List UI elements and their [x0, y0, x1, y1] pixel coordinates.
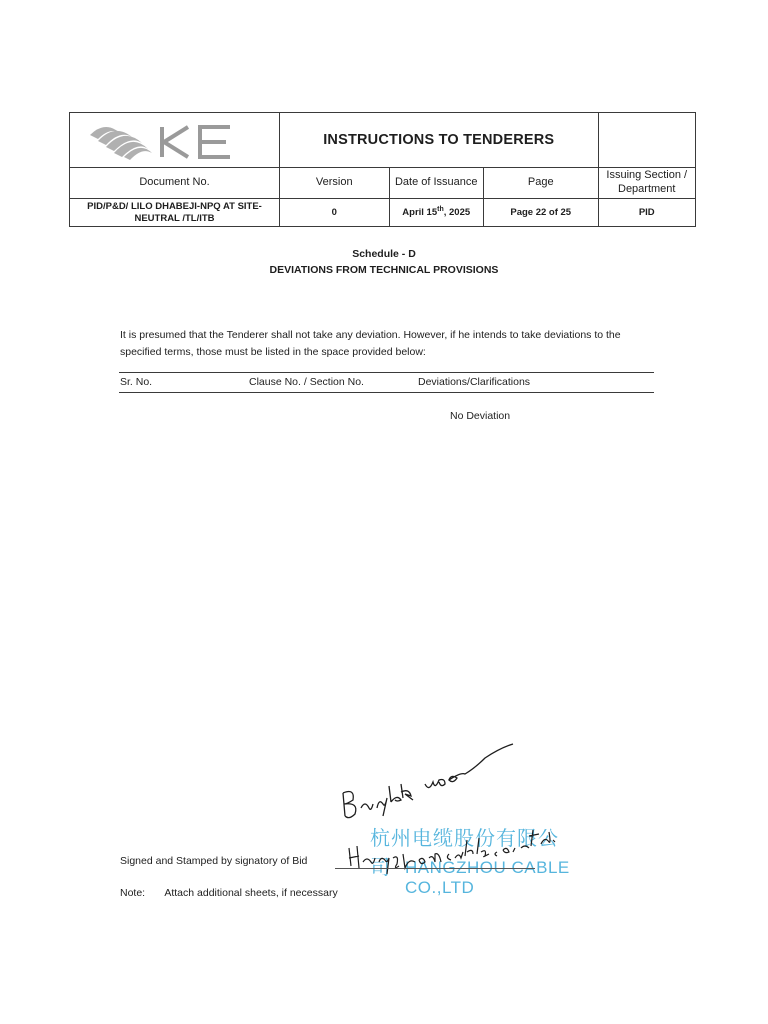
- logo-cell: [70, 113, 280, 168]
- column-clause-no: Clause No. / Section No.: [249, 376, 364, 388]
- value-document-no: PID/P&D/ LILO DHABEJI-NPQ AT SITE-NEUTRAL /TL/ITB: [70, 199, 280, 227]
- value-version: 0: [280, 199, 390, 227]
- schedule-title: DEVIATIONS FROM TECHNICAL PROVISIONS: [269, 264, 499, 276]
- label-date-of-issuance: Date of Issuance: [389, 168, 483, 199]
- ke-logo-icon: [80, 115, 270, 165]
- deviation-entry: No Deviation: [450, 410, 511, 422]
- stamp-chinese-text: 杭州电缆股份有限公司: [370, 826, 559, 879]
- label-issuing-section: Issuing Section / Department: [598, 168, 696, 199]
- schedule-label: Schedule - D: [352, 248, 416, 260]
- column-deviations: Deviations/Clarifications: [418, 376, 531, 388]
- value-issuing-section: PID: [598, 199, 696, 227]
- document-header-table: [69, 112, 696, 227]
- note-line: [120, 887, 338, 899]
- instruction-paragraph: It is presumed that the Tenderer shall not take any deviation. However, if he intends to take deviations to the specified terms, those must be listed in the space provided below:: [120, 329, 621, 358]
- handwritten-company-name: [345, 818, 575, 888]
- date-suffix: , 2025: [443, 207, 471, 219]
- date-sup: th: [437, 205, 444, 213]
- handwritten-signature: [335, 738, 520, 828]
- label-document-no: Document No.: [70, 168, 280, 199]
- label-page: Page: [483, 168, 598, 199]
- value-page: Page 22 of 25: [483, 199, 598, 227]
- company-stamp: [345, 818, 575, 897]
- note-text: Attach additional sheets, if necessary: [164, 887, 338, 899]
- signed-stamped-label: Signed and Stamped by signatory of Bid: [120, 855, 308, 867]
- blank-cell: [598, 113, 696, 168]
- label-version: Version: [280, 168, 390, 199]
- note-label: Note:: [120, 887, 146, 899]
- title-cell: [280, 113, 599, 168]
- stamp-english-text: HANGZHOU CABLE CO.,LTD: [405, 858, 570, 897]
- column-sr-no: Sr. No.: [120, 376, 153, 388]
- table-header-rule: [119, 392, 654, 393]
- date-prefix: April 15: [402, 207, 438, 219]
- signature-line: [335, 868, 535, 869]
- page-title: INSTRUCTIONS TO TENDERERS: [323, 131, 555, 148]
- table-top-rule: [119, 372, 654, 373]
- value-date-of-issuance: [389, 199, 483, 227]
